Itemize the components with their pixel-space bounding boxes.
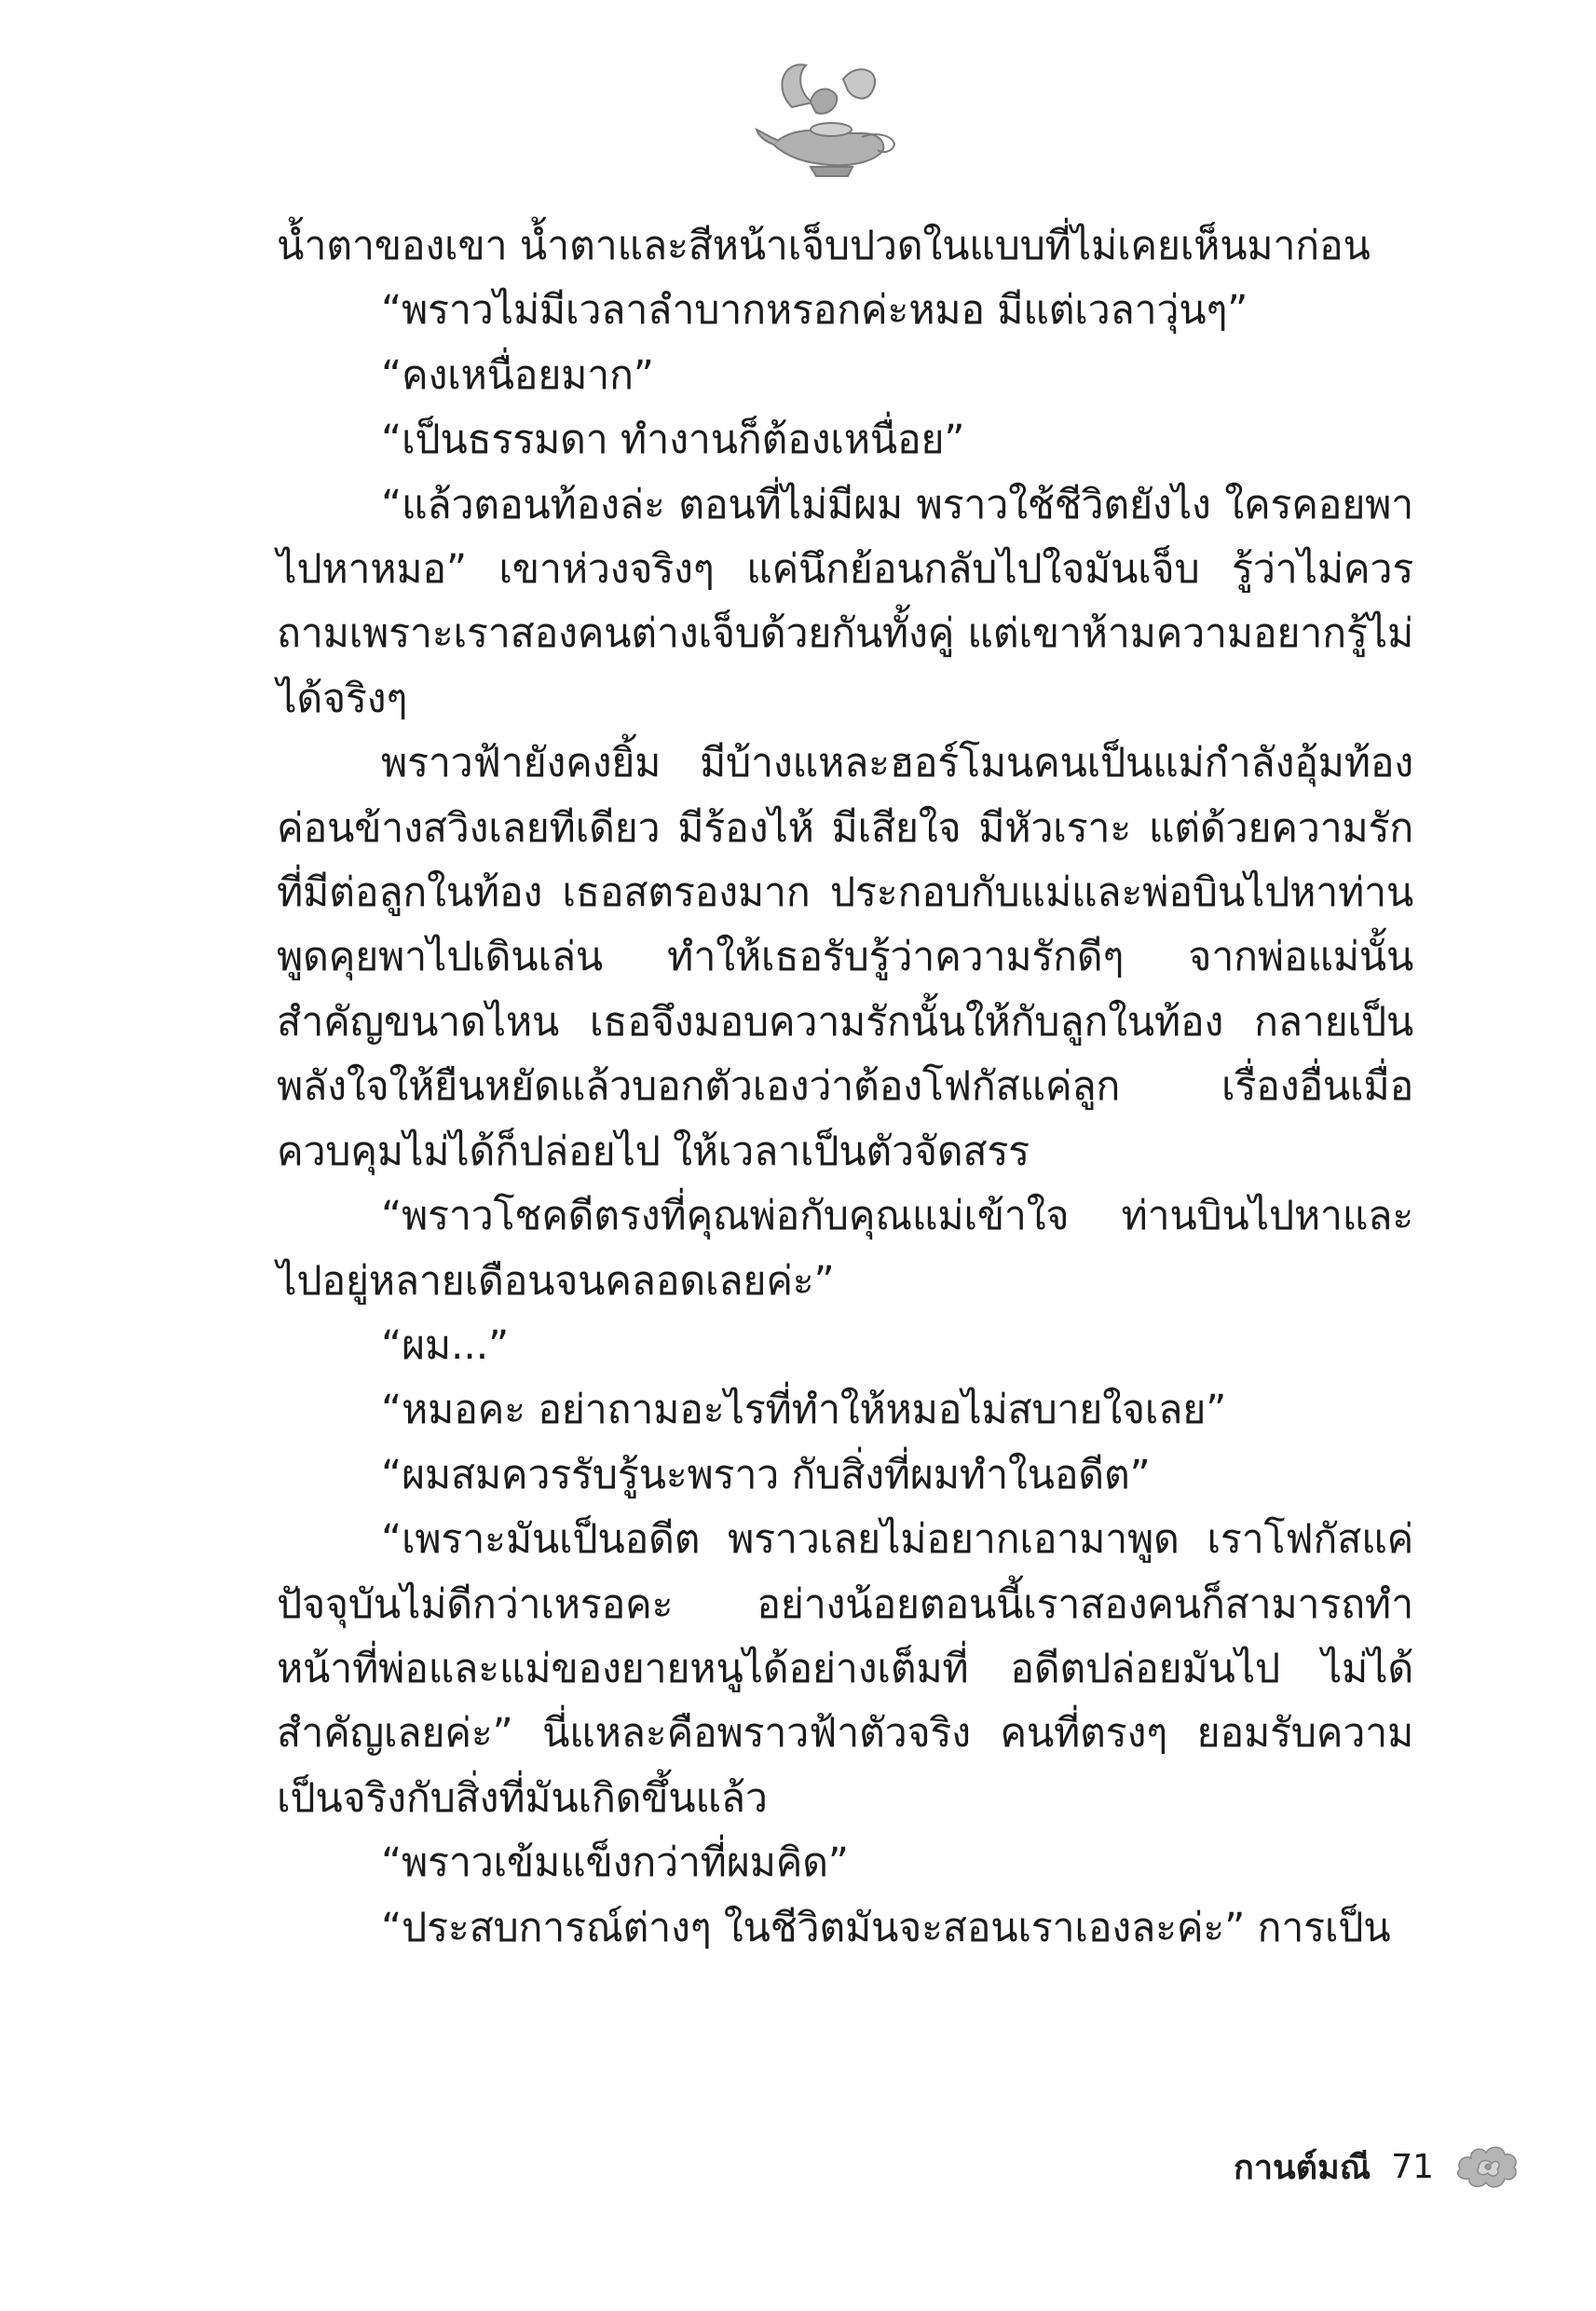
paragraph: “เป็นธรรมดา ทำงานก็ต้องเหนื่อย” [381,417,965,464]
paragraph: “พราวโชคดีตรงที่คุณพ่อกับคุณแม่เข้าใจ ท่านบินไปหาและไปอยู่หลายเดือนจนคลอดเลยค่ะ” [277,1193,1413,1305]
paragraph: “แล้วตอนท้องล่ะ ตอนที่ไม่มีผม พราวใช้ชีวิตยังไง ใครคอยพาไปหาหมอ” เขาห่วงจริงๆ แค่นึกย้อนกลับไปใจมันเจ็บ รู้ว่าไม่ควรถามเพราะเราสองคนต่างเจ็บด้วยกันทั้งคู่ แต่เขาห้ามความอยากรู้ไม่ได้จริงๆ [277,481,1413,722]
paragraph: “พราวเข้มแข็งกว่าที่ผมคิด” [381,1839,849,1887]
paragraph: “พราวไม่มีเวลาลำบากหรอกค่ะหมอ มีแต่เวลาวุ่นๆ” [381,287,1248,335]
paragraph: “คงเหนื่อยมาก” [381,351,654,399]
paragraph: “ประสบการณ์ต่างๆ ในชีวิตมันจะสอนเราเองละค่ะ” การเป็น [381,1904,1391,1951]
paragraph: น้ำตาของเขา น้ำตาและสีหน้าเจ็บปวดในแบบที่ไม่เคยเห็นมาก่อน [277,223,1371,269]
page-number: 71 [1391,2147,1434,2186]
paragraph: พราวฟ้ายังคงยิ้ม มีบ้างแหละฮอร์โมนคนเป็นแม่กำลังอุ้มท้องค่อนข้างสวิงเลยทีเดียว มีร้องไห้ มีเสียใจ มีหัวเราะ แต่ด้วยความรักที่มีต่อลูกในท้อง เธอสตรองมาก ประกอบกับแม่และพ่อบินไปหาท่านพูดคุยพาไปเดินเล่น ทำให้เธอรับรู้ว่าความรักดีๆ จากพ่อแม่นั้นสำคัญขนาดไหน เธอจึงมอบความรักนั้นให้กับลูกในท้อง กลายเป็นพลังใจให้ยืนหยัดแล้วบอกตัวเองว่าต้องโฟกัสแค่ลูก เรื่องอื่นเมื่อควบคุมไม่ได้ก็ปล่อยไป ให้เวลาเป็นตัวจัดสรร [277,740,1413,1175]
genie-lamp-ornament-icon [755,51,904,182]
paragraph: “ผม...” [381,1321,509,1369]
book-title: กานต์มณี [1234,2148,1371,2187]
paragraph: “เพราะมันเป็นอดีต พราวเลยไม่อยากเอามาพูด เราโฟกัสแค่ปัจจุบันไม่ดีกว่าเหรอคะ อย่างน้อยตอนนี้เราสองคนก็สามารถทำหน้าที่พ่อและแม่ของยายหนูได้อย่างเต็มที่ อดีตปล่อยมันไป ไม่ได้สำคัญเลยค่ะ” นี่แหละคือพราวฟ้าตัวจริง คนที่ตรงๆ ยอมรับความเป็นจริงกับสิ่งที่มันเกิดขึ้นแล้ว [277,1516,1413,1822]
paragraph: “ผมสมควรรับรู้นะพราว กับสิ่งที่ผมทำในอดีต” [381,1451,1151,1498]
paragraph: “หมอคะ อย่าถามอะไรที่ทำให้หมอไม่สบายใจเลย” [381,1387,1227,1434]
rose-icon [1454,2141,1521,2192]
page-footer [1234,2139,1521,2195]
body-text [277,214,1413,1961]
